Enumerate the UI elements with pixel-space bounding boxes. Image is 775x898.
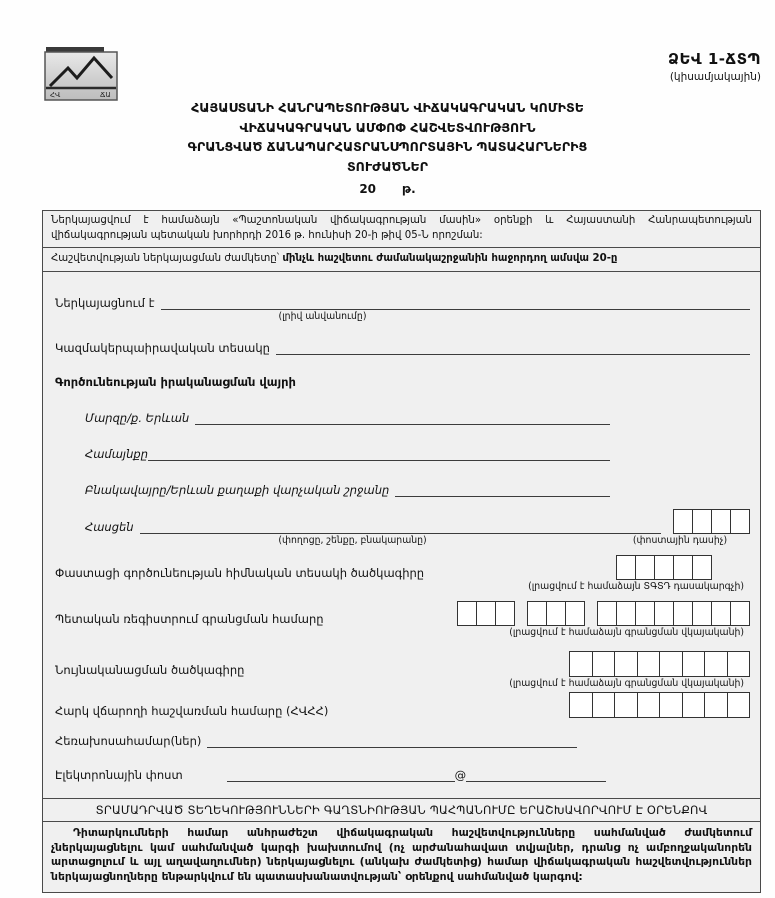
liability-paragraph: Դիտարկումների համար անհրաժեշտ վիճակագրական հաշվետվությունները սահմանված ժամկետում չներկայացնելու կամ սահմանված կարգի խախտումով (ոչ արժանահավատ տվյալներ, դրանց ոչ ամբողջականորեն արտացոլում և այլ աղավաղումներ) ներկայացնելու (անկախ ժամկետից) համար վիճակագրական հաշվետվություններ ներկայացնողները ենթարկվում են պատասխանատվության՝ օրենքով սահմանված կարգով: bbox=[51, 826, 752, 883]
org-type-input[interactable] bbox=[276, 341, 750, 355]
code-cell[interactable] bbox=[546, 601, 566, 626]
code-cell[interactable] bbox=[704, 651, 728, 677]
code-cell[interactable] bbox=[692, 601, 712, 626]
liability-note bbox=[43, 821, 760, 892]
activity-code-hint: (լրացվում է համաձայն ՏԳՏԴ դասակարգչի) bbox=[528, 581, 744, 592]
tin-boxes[interactable] bbox=[569, 692, 750, 718]
code-cell[interactable] bbox=[597, 601, 617, 626]
postal-hint: (փոստային դասիչ) bbox=[632, 535, 728, 546]
code-cell[interactable] bbox=[659, 692, 683, 718]
settlement-label: Բնակավայրը/Երևան քաղաքի վարչական շրջանը bbox=[85, 483, 390, 497]
code-cell[interactable] bbox=[569, 692, 593, 718]
code-cell[interactable] bbox=[692, 509, 712, 534]
community-label: Համայնքը bbox=[85, 447, 149, 461]
id-code-hint: (լրացվում է համաձայն գրանցման վկայականի) bbox=[509, 678, 744, 689]
phone-line bbox=[55, 734, 750, 748]
activity-place-heading: Գործունեության իրականացման վայրի bbox=[55, 375, 296, 389]
register-boxes-group1[interactable] bbox=[457, 601, 515, 626]
form-body bbox=[43, 271, 760, 798]
id-code-line bbox=[55, 651, 750, 677]
code-cell[interactable] bbox=[682, 692, 706, 718]
code-cell[interactable] bbox=[457, 601, 477, 626]
code-cell[interactable] bbox=[614, 651, 638, 677]
year-prefix: 20 bbox=[359, 182, 377, 196]
code-cell[interactable] bbox=[592, 651, 616, 677]
form-code-block bbox=[668, 50, 761, 83]
code-cell[interactable] bbox=[654, 555, 674, 580]
code-cell[interactable] bbox=[704, 692, 728, 718]
email-label: Էլեկտրոնային փոստ bbox=[55, 768, 183, 782]
address-hints-line bbox=[55, 534, 750, 547]
code-cell[interactable] bbox=[727, 692, 751, 718]
code-cell[interactable] bbox=[711, 509, 731, 534]
community-input[interactable] bbox=[148, 447, 610, 461]
title-subject: ԳՐԱՆՑՎԱԾ ՃԱՆԱՊԱՐՀԱՏՐԱՆՍՊՈՐՏԱՅԻՆ ՊԱՏԱՀԱՐՆԵՐԻՑ bbox=[187, 139, 588, 154]
code-cell[interactable] bbox=[673, 555, 693, 580]
logo-letters-right: ՃԱ bbox=[100, 91, 111, 99]
community-line bbox=[85, 447, 750, 461]
presents-input[interactable] bbox=[161, 296, 751, 310]
logo-letters-left: ՀՎ bbox=[50, 91, 61, 99]
region-line bbox=[85, 411, 750, 425]
activity-code-boxes[interactable] bbox=[616, 555, 712, 580]
state-register-hint: (լրացվում է համաձայն գրանցման վկայականի) bbox=[509, 627, 744, 638]
email-line bbox=[55, 768, 750, 782]
state-register-label: Պետական ռեգիստրում գրանցման համարը bbox=[55, 612, 324, 626]
code-cell[interactable] bbox=[673, 601, 693, 626]
code-cell[interactable] bbox=[565, 601, 585, 626]
code-cell[interactable] bbox=[527, 601, 547, 626]
code-cell[interactable] bbox=[637, 692, 661, 718]
deadline-bold: մինչև հաշվետու ժամանակաշրջանին հաջորդող ամսվա 20-ը bbox=[282, 253, 618, 264]
code-cell[interactable] bbox=[614, 692, 638, 718]
form-table bbox=[42, 210, 761, 893]
region-label: Մարզը/ք. Երևան bbox=[85, 411, 190, 425]
code-cell[interactable] bbox=[637, 651, 661, 677]
code-cell[interactable] bbox=[711, 601, 731, 626]
email-at-sign: @ bbox=[454, 768, 467, 782]
tin-line bbox=[55, 692, 750, 718]
form-code: ՁԵՎ 1-ՃՏՊ bbox=[668, 50, 761, 68]
activity-code-label: Փաստացի գործունեության հիմնական տեսակի ծածկագիրը bbox=[55, 566, 425, 580]
address-label: Հասցեն bbox=[85, 520, 134, 534]
title-committee: ՀԱՅԱՍՏԱՆԻ ՀԱՆՐԱՊԵՏՈՒԹՅԱՆ ՎԻՃԱԿԱԳՐԱԿԱՆ ԿՈՄԻՏԵ bbox=[191, 100, 584, 115]
register-boxes-group2[interactable] bbox=[527, 601, 585, 626]
phone-input[interactable] bbox=[207, 734, 577, 748]
presents-hint: (լրիվ անվանումը) bbox=[278, 311, 367, 322]
activity-code-line bbox=[55, 555, 750, 580]
postal-code-boxes[interactable] bbox=[673, 509, 750, 534]
register-boxes-group3[interactable] bbox=[597, 601, 750, 626]
settlement-input[interactable] bbox=[395, 483, 610, 497]
id-code-label: Նույնականացման ծածկագիրը bbox=[55, 663, 245, 677]
id-code-boxes[interactable] bbox=[569, 651, 750, 677]
code-cell[interactable] bbox=[592, 692, 616, 718]
deadline-prefix: Հաշվետվության ներկայացման ժամկետը՝ bbox=[51, 253, 283, 264]
code-cell[interactable] bbox=[635, 555, 655, 580]
title-report-type: ՎԻՃԱԿԱԳՐԱԿԱՆ ԱՄՓՈՓ ՀԱՇՎԵՏՎՈՒԹՅՈՒՆ bbox=[239, 119, 536, 135]
address-line bbox=[55, 509, 750, 534]
email-domain-input[interactable] bbox=[466, 768, 606, 782]
year-suffix: թ. bbox=[402, 182, 416, 196]
code-cell[interactable] bbox=[730, 509, 750, 534]
form-titles bbox=[0, 98, 775, 196]
code-cell[interactable] bbox=[616, 601, 636, 626]
title-victims: ՏՈՒԺԱԾՆԵՐ bbox=[346, 158, 429, 174]
presents-line bbox=[55, 296, 750, 310]
state-register-line bbox=[55, 601, 750, 626]
confidentiality-banner: ՏՐԱՄԱԴՐՎԱԾ ՏԵՂԵԿՈՒԹՅՈՒՆՆԵՐԻ ԳԱՂՏՆԻՈՒԹՅԱՆ ՊԱՀՊԱՆՈՒՄԸ ԵՐԱՇԽԱՎՈՐՎՈՒՄ Է ՕՐԵՆՔՈՎ bbox=[43, 798, 760, 821]
presents-label: Ներկայացնում է bbox=[55, 296, 155, 310]
code-cell[interactable] bbox=[616, 555, 636, 580]
code-cell[interactable] bbox=[727, 651, 751, 677]
code-cell[interactable] bbox=[730, 601, 750, 626]
email-local-input[interactable] bbox=[227, 768, 455, 782]
phone-label: Հեռախոսահամար(ներ) bbox=[55, 734, 202, 748]
code-cell[interactable] bbox=[635, 601, 655, 626]
code-cell[interactable] bbox=[476, 601, 496, 626]
code-cell[interactable] bbox=[682, 651, 706, 677]
year-line bbox=[0, 182, 775, 196]
form-periodicity: (կիսամյակային) bbox=[669, 71, 761, 83]
settlement-line bbox=[85, 483, 750, 497]
legal-basis-note: Ներկայացվում է համաձայն «Պաշտոնական վիճակագրության մասին» օրենքի և Հայաստանի Հանրապետության վիճակագրության պետական խորհրդի 2016 թ. հունիսի 20-ի թիվ 05-Ն որոշման: bbox=[51, 215, 752, 241]
armstat-logo bbox=[44, 47, 118, 101]
address-input[interactable] bbox=[140, 520, 661, 534]
code-cell[interactable] bbox=[495, 601, 515, 626]
code-cell[interactable] bbox=[673, 509, 693, 534]
address-hint: (փողոցը, շենքը, բնակարանը) bbox=[278, 535, 427, 546]
deadline-note bbox=[43, 247, 760, 271]
tin-label: Հարկ վճարողի հաշվառման համարը (ՀՎՀՀ) bbox=[55, 704, 329, 718]
region-input[interactable] bbox=[195, 411, 610, 425]
code-cell[interactable] bbox=[659, 651, 683, 677]
code-cell[interactable] bbox=[692, 555, 712, 580]
org-type-label: Կազմակերպաիրավական տեսակը bbox=[55, 341, 270, 355]
org-type-line bbox=[55, 341, 750, 355]
code-cell[interactable] bbox=[569, 651, 593, 677]
code-cell[interactable] bbox=[654, 601, 674, 626]
